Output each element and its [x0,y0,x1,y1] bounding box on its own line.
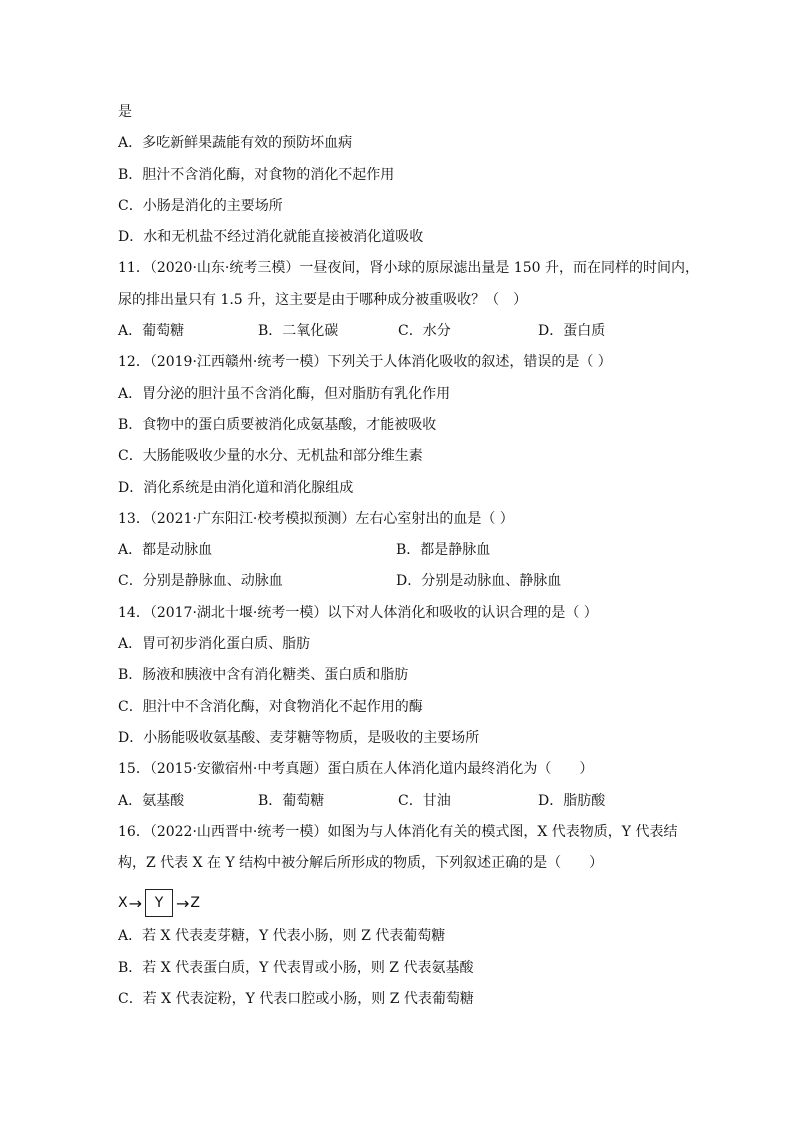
option-d: D．蛋白质 [538,323,606,340]
option-d: D．小肠能吸收氨基酸、麦芽糖等物质，是吸收的主要场所 [118,729,480,746]
question-12-stem: 12．（2019·江西赣州·统考一模）下列关于人体消化吸收的叙述，错误的是（ ） [118,354,612,371]
option-d: D．分别是动脉血、静脉血 [396,573,562,590]
option-a: A．胃分泌的胆汁虽不含消化酶，但对脂肪有乳化作用 [118,385,451,402]
question-14-stem: 14．（2017·湖北十堰·统考一模）以下对人体消化和吸收的认识合理的是（ ） [118,604,598,621]
option-d: D．消化系统是由消化道和消化腺组成 [118,479,354,496]
arrow-right-icon: → [176,893,190,913]
question-16-stem-cont: 构，Z 代表 X 在 Y 结构中被分解后所形成的物质，下列叙述正确的是（ ） [118,855,604,872]
question-16-stem: 16．（2022·山西晋中·统考一模）如图为与人体消化有关的模式图，X 代表物质，Y 代表结 [118,823,678,840]
option-b: B．胆汁不含消化酶，对食物的消化不起作用 [118,166,395,183]
question-13-options-ab [118,538,688,569]
diagram-y-box [145,889,173,917]
xyz-flow-diagram [118,882,688,924]
option-b: B．都是静脉血 [396,542,491,559]
option-a: A．葡萄糖 [118,323,185,340]
option-b: B．若 X 代表蛋白质，Y 代表胃或小肠，则 Z 代表氨基酸 [118,959,474,976]
diagram-x-label: X [118,895,128,912]
question-11-options [118,319,688,350]
question-13-options-cd [118,569,688,600]
question-15-options [118,789,688,820]
question-15-stem: 15．（2015·安徽宿州·中考真题）蛋白质在人体消化道内最终消化为（ ） [118,761,594,778]
option-a: A．多吃新鲜果蔬能有效的预防坏血病 [118,135,353,152]
option-c: C．甘油 [398,792,451,809]
option-a: A．若 X 代表麦芽糖，Y 代表小肠，则 Z 代表葡萄糖 [118,928,446,945]
option-d: D．脂肪酸 [538,792,606,809]
question-11-stem: 11．（2020·山东·统考三模）一昼夜间，肾小球的原尿滤出量是 150 升，而在同样的时间内， [118,260,699,277]
option-c: C．胆汁中不含消化酶，对食物消化不起作用的酶 [118,698,423,715]
option-c: C．大肠能吸收少量的水分、无机盐和部分维生素 [118,448,423,465]
option-c: C．若 X 代表淀粉，Y 代表口腔或小肠，则 Z 代表葡萄糖 [118,991,474,1008]
diagram-z-label: Z [190,895,200,912]
diagram-y-label: Y [154,895,164,912]
option-c: C．水分 [398,323,451,340]
option-a: A．氨基酸 [118,792,185,809]
option-b: B．肠液和胰液中含有消化糖类、蛋白质和脂肪 [118,667,409,684]
option-a: A．都是动脉血 [118,542,213,559]
option-c: C．小肠是消化的主要场所 [118,197,283,214]
option-b: B．葡萄糖 [258,792,325,809]
document-page [118,100,699,1018]
arrow-right-icon: → [128,893,142,913]
option-a: A．胃可初步消化蛋白质、脂肪 [118,636,311,653]
option-c: C．分别是静脉血、动脉血 [118,573,283,590]
question-11-stem-cont: 尿的排出量只有 1.5 升，这主要是由于哪种成分被重吸收？（ ） [118,291,528,308]
option-b: B．食物中的蛋白质要被消化成氨基酸，才能被吸收 [118,416,437,433]
option-d: D．水和无机盐不经过消化就能直接被消化道吸收 [118,229,424,246]
text-line: 是 [118,104,132,120]
option-b: B．二氧化碳 [258,323,339,340]
question-13-stem: 13．（2021·广东阳江·校考模拟预测）左右心室射出的血是（ ） [118,510,514,527]
